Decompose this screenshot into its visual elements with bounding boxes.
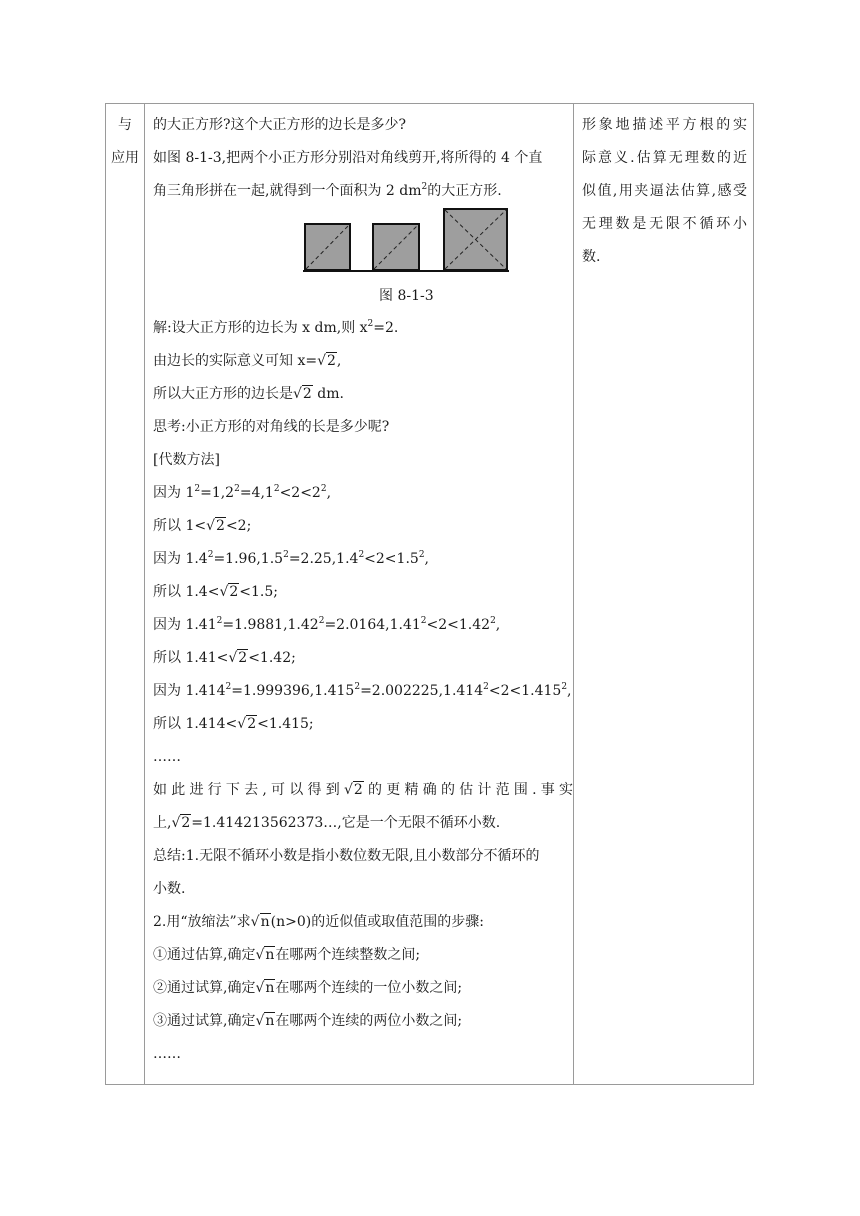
step-1: 因为 $1^2=1,2^2=4,1^2<2<2^2$, — [153, 484, 332, 501]
sqrt-2: √2 — [206, 518, 225, 534]
sqrt-2: √2 — [228, 650, 248, 666]
intro-line-1: 的大正方形?这个大正方形的边长是多少? — [153, 117, 407, 133]
sqrt-n: √n — [255, 980, 275, 996]
sqrt-2: √2 — [171, 815, 191, 831]
right-line-4: 无理数是无限不循环小 — [582, 216, 747, 232]
bullet-2: ②通过试算,确定√n在哪两个连续的一位小数之间; — [153, 980, 463, 996]
bullet-3: ③通过试算,确定√n在哪两个连续的两位小数之间; — [153, 1013, 463, 1029]
sqrt-n: √n — [250, 914, 270, 930]
intro-line-2: 如图 8-1-3,把两个小正方形分别沿对角线剪开,将所得的 4 个直 — [153, 150, 543, 166]
bullet-1: ①通过估算,确定√n在哪两个连续整数之间; — [153, 947, 421, 963]
figure-caption: 图 8-1-3 — [379, 288, 434, 304]
think-line: 思考:小正方形的对角线的长是多少呢? — [153, 419, 390, 435]
sqrt-2: √2 — [293, 386, 312, 402]
summary-1-line-2: 小数. — [153, 881, 186, 897]
right-line-3: 似值,用夹逼法估算,感受 — [582, 183, 747, 199]
step-2: 因为 $1.4^2=1.96,1.5^2=2.25,1.4^2<2<1.5^2$, — [153, 550, 429, 567]
ellipsis-1: …… — [153, 749, 181, 765]
solution-line: 解:设大正方形的边长为 x dm,则 $x^2=2$. — [153, 319, 399, 336]
further-line: 如此进行下去,可以得到√2的更精确的估计范围.事实 — [153, 782, 574, 798]
left-label-1: 与 — [118, 117, 132, 133]
sqrt-2: √2 — [219, 584, 239, 600]
sqrt-n: √n — [255, 947, 275, 963]
square-cutting-figure — [303, 208, 509, 274]
right-line-5: 数. — [582, 249, 601, 265]
summary-2: 2.用“放缩法”求√n(n>0)的近似值或取值范围的步骤: — [153, 914, 484, 930]
intro-line-3: 角三角形拼在一起,就得到一个面积为 2 $dm^2$的大正方形. — [153, 182, 502, 199]
result-4: 所以 1.414<√2<1.415; — [153, 716, 314, 732]
lesson-table — [105, 103, 754, 1085]
right-line-1: 形象地描述平方根的实 — [582, 117, 747, 133]
fact-line: 上,√2=1.414213562373…,它是一个无限不循环小数. — [153, 815, 501, 831]
result-3: 所以 1.41<√2<1.42; — [153, 650, 296, 666]
result-1: 所以 1<√2<2; — [153, 518, 252, 534]
sqrt-2: √2 — [237, 716, 257, 732]
sqrt-n: √n — [255, 1013, 275, 1029]
method-heading: [代数方法] — [153, 452, 220, 468]
summary-1-line-1: 总结:1.无限不循环小数是指小数位数无限,且小数部分不循环的 — [153, 848, 540, 864]
column-divider-right — [573, 104, 574, 1084]
step-4: 因为 $1.414^2=1.999396,1.415^2=2.002225,1.414^2<2<1.415^2$, — [153, 682, 572, 699]
sqrt-2: √2 — [343, 782, 363, 798]
step-3: 因为 $1.41^2=1.9881,1.42^2=2.0164,1.41^2<2<1.42^2$, — [153, 616, 501, 633]
side-length-line: 所以大正方形的边长是√2 dm. — [153, 386, 344, 402]
result-2: 所以 1.4<√2<1.5; — [153, 584, 279, 600]
left-column — [106, 104, 144, 1084]
ellipsis-2: …… — [153, 1046, 181, 1062]
sqrt-2: √2 — [317, 353, 336, 369]
left-label-2: 应用 — [111, 150, 139, 166]
right-line-2: 际意义.估算无理数的近 — [582, 150, 747, 166]
column-divider-left — [144, 104, 145, 1084]
meaning-line: 由边长的实际意义可知 x=√2, — [153, 353, 342, 369]
